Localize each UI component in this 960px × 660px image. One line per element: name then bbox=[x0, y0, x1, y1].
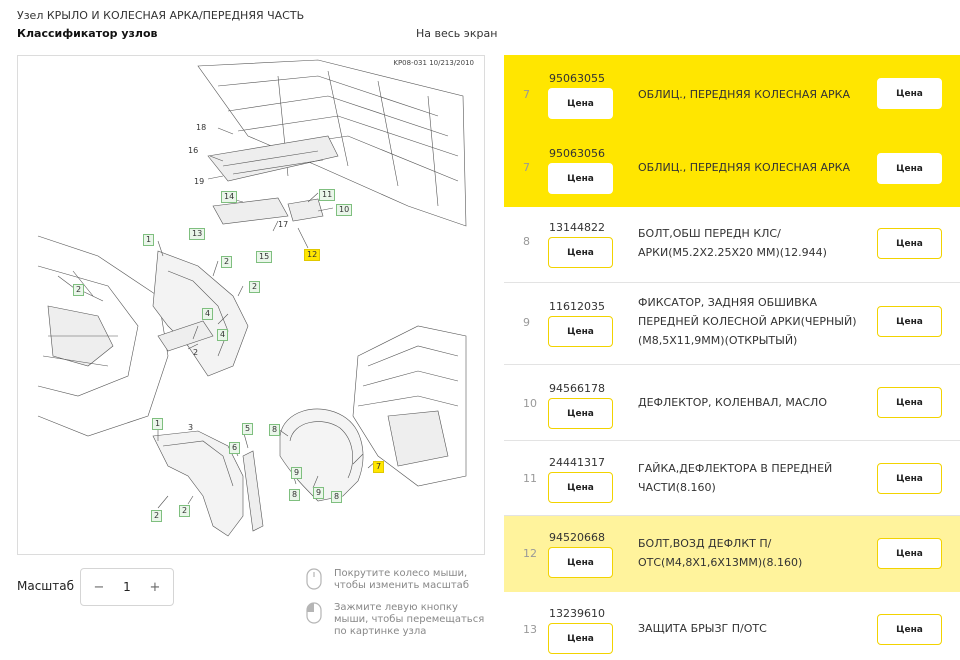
part-description: ДЕФЛЕКТОР, КОЛЕНВАЛ, МАСЛО bbox=[638, 396, 827, 409]
diagram-drawing bbox=[18, 56, 485, 555]
diagram-callout[interactable]: 6 bbox=[229, 442, 240, 454]
part-row[interactable] bbox=[504, 516, 960, 592]
fullscreen-button[interactable]: На весь экран bbox=[416, 27, 498, 40]
classifier-link[interactable]: Классификатор узлов bbox=[17, 27, 158, 40]
diagram-callout[interactable]: 19 bbox=[194, 177, 205, 186]
node-title: Узел КРЫЛО И КОЛЕСНАЯ АРКА/ПЕРЕДНЯЯ ЧАСТЬ bbox=[17, 9, 305, 22]
scale-label: Масштаб bbox=[17, 579, 75, 593]
price-button-right[interactable]: Цена bbox=[877, 306, 942, 337]
part-index: 13 bbox=[523, 623, 537, 636]
diagram-code: KP08-031 10/213/2010 bbox=[393, 59, 474, 67]
part-description: ОБЛИЦ., ПЕРЕДНЯЯ КОЛЕСНАЯ АРКА bbox=[638, 88, 850, 101]
price-button-right[interactable]: Цена bbox=[877, 228, 942, 259]
part-number: 94520668 bbox=[549, 531, 605, 544]
diagram-callout[interactable]: 3 bbox=[188, 423, 194, 432]
part-row[interactable] bbox=[504, 441, 960, 516]
diagram-callout[interactable]: 2 bbox=[249, 281, 260, 293]
diagram-callout[interactable]: 15 bbox=[256, 251, 272, 263]
diagram-callout[interactable]: 8 bbox=[289, 489, 300, 501]
zoom-out-button[interactable]: − bbox=[93, 579, 105, 595]
part-row[interactable] bbox=[504, 55, 960, 130]
hint-drag-line1: Зажмите левую кнопку bbox=[334, 602, 458, 613]
part-index: 12 bbox=[523, 547, 537, 560]
diagram-callout[interactable]: 1 bbox=[152, 418, 163, 430]
diagram-callout[interactable]: 2 bbox=[193, 348, 199, 357]
diagram-callout[interactable]: 4 bbox=[217, 329, 228, 341]
diagram-callout[interactable]: 8 bbox=[331, 491, 342, 503]
price-button[interactable]: Цена bbox=[548, 237, 613, 268]
diagram-callout[interactable]: 17 bbox=[278, 220, 289, 229]
part-number: 95063055 bbox=[549, 72, 605, 85]
part-index: 10 bbox=[523, 397, 537, 410]
part-number: 11612035 bbox=[549, 300, 605, 313]
part-row[interactable] bbox=[504, 130, 960, 207]
diagram-callout[interactable]: 1 bbox=[143, 234, 154, 246]
price-button[interactable]: Цена bbox=[548, 398, 613, 429]
diagram-callout[interactable]: 2 bbox=[73, 284, 84, 296]
price-button-right[interactable]: Цена bbox=[877, 78, 942, 109]
part-number: 94566178 bbox=[549, 382, 605, 395]
price-button-right[interactable]: Цена bbox=[877, 538, 942, 569]
diagram-callout[interactable]: 9 bbox=[291, 467, 302, 479]
part-description: ГАЙКА,ДЕФЛЕКТОРА В ПЕРЕДНЕЙ ЧАСТИ(8.160) bbox=[638, 462, 833, 494]
zoom-in-button[interactable]: + bbox=[149, 579, 161, 595]
diagram-callout[interactable]: 8 bbox=[269, 424, 280, 436]
diagram-callout[interactable]: 14 bbox=[221, 191, 237, 203]
parts-list bbox=[504, 55, 960, 660]
hint-wheel-line1: Покрутите колесо мыши, bbox=[334, 568, 468, 579]
price-button-right[interactable]: Цена bbox=[877, 387, 942, 418]
part-description: ОБЛИЦ., ПЕРЕДНЯЯ КОЛЕСНАЯ АРКА bbox=[638, 161, 850, 174]
price-button[interactable]: Цена bbox=[548, 547, 613, 578]
diagram-callout[interactable]: 4 bbox=[202, 308, 213, 320]
diagram-callout[interactable]: 2 bbox=[221, 256, 232, 268]
part-number: 13239610 bbox=[549, 607, 605, 620]
diagram-callout[interactable]: 12 bbox=[304, 249, 320, 261]
price-button[interactable]: Цена bbox=[548, 623, 613, 654]
price-button[interactable]: Цена bbox=[548, 88, 613, 119]
scale-value[interactable]: 1 bbox=[123, 580, 131, 594]
part-number: 95063056 bbox=[549, 147, 605, 160]
price-button-right[interactable]: Цена bbox=[877, 614, 942, 645]
hint-drag-line3: по картинке узла bbox=[334, 626, 427, 637]
part-description: ЗАЩИТА БРЫЗГ П/ОТС bbox=[638, 622, 767, 635]
part-description: ФИКСАТОР, ЗАДНЯЯ ОБШИВКА ПЕРЕДНЕЙ КОЛЕСНОЙ АРКИ(ЧЕРНЫЙ)(М8,5Х11,9ММ)(ОТКРЫТЫЙ) bbox=[638, 296, 857, 347]
part-description: БОЛТ,ВОЗД ДЕФЛКТ П/ ОТС(М4,8Х1,6Х13ММ)(8.160) bbox=[638, 537, 803, 569]
price-button[interactable]: Цена bbox=[548, 316, 613, 347]
price-button-right[interactable]: Цена bbox=[877, 153, 942, 184]
price-button[interactable]: Цена bbox=[548, 163, 613, 194]
part-row[interactable] bbox=[504, 592, 960, 660]
diagram-callout[interactable]: 10 bbox=[336, 204, 352, 216]
part-row[interactable] bbox=[504, 365, 960, 441]
diagram-callout[interactable]: 13 bbox=[189, 228, 205, 240]
scale-stepper bbox=[80, 568, 174, 606]
price-button-right[interactable]: Цена bbox=[877, 463, 942, 494]
mouse-wheel-icon bbox=[306, 568, 322, 590]
diagram-callout[interactable]: 2 bbox=[179, 505, 190, 517]
mouse-left-click-icon bbox=[306, 602, 322, 624]
hint-drag bbox=[306, 602, 484, 638]
part-index: 7 bbox=[523, 161, 530, 174]
part-row[interactable] bbox=[504, 207, 960, 283]
diagram-callout[interactable]: 16 bbox=[188, 146, 199, 155]
diagram-callout[interactable]: 11 bbox=[319, 189, 335, 201]
part-number: 13144822 bbox=[549, 221, 605, 234]
diagram-callout[interactable]: 7 bbox=[373, 461, 384, 473]
part-index: 11 bbox=[523, 472, 537, 485]
hint-drag-line2: мыши, чтобы перемещаться bbox=[334, 614, 485, 625]
part-row[interactable] bbox=[504, 283, 960, 365]
part-index: 8 bbox=[523, 235, 530, 248]
diagram-callout[interactable]: 9 bbox=[313, 487, 324, 499]
diagram-callout[interactable]: 5 bbox=[242, 423, 253, 435]
part-index: 7 bbox=[523, 88, 530, 101]
hint-wheel bbox=[306, 568, 469, 592]
parts-diagram[interactable] bbox=[17, 55, 485, 555]
diagram-callout[interactable]: 2 bbox=[151, 510, 162, 522]
part-description: БОЛТ,ОБШ ПЕРЕДН КЛС/ АРКИ(М5.2Х2.25Х20 ММ)(12.944) bbox=[638, 227, 827, 259]
part-index: 9 bbox=[523, 316, 530, 329]
diagram-callout[interactable]: 18 bbox=[196, 123, 207, 132]
price-button[interactable]: Цена bbox=[548, 472, 613, 503]
part-number: 24441317 bbox=[549, 456, 605, 469]
hint-wheel-line2: чтобы изменить масштаб bbox=[334, 580, 469, 591]
